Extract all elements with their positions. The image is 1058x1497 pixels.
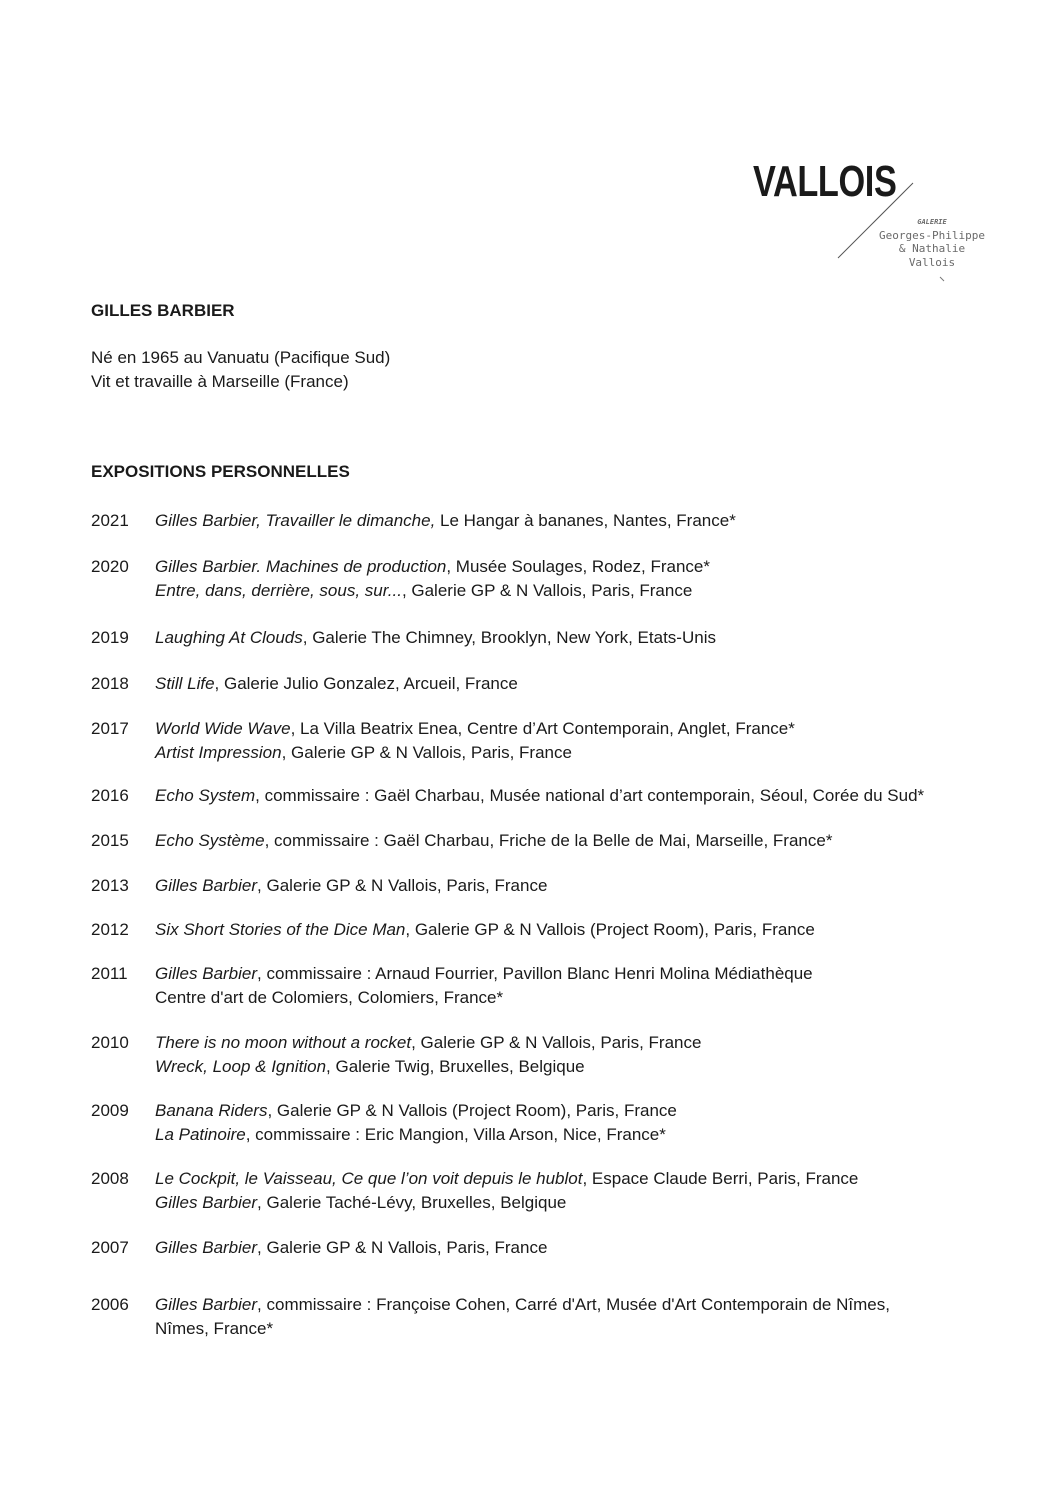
exhibition-line (155, 784, 924, 808)
exhibition-title: World Wide Wave (155, 719, 291, 738)
exhibition-line (155, 1099, 677, 1123)
exhibition-line (155, 1293, 890, 1317)
exhibition-details (155, 672, 518, 696)
exhibition-title: Laughing At Clouds (155, 628, 303, 647)
exhibition-title: Le Cockpit, le Vaisseau, Ce que l’on voit depuis le hublot (155, 1169, 583, 1188)
exhibition-venue: , Galerie The Chimney, Brooklyn, New York, Etats-Unis (302, 628, 716, 647)
exhibition-title: Banana Riders (155, 1101, 268, 1120)
exhibition-details (155, 874, 547, 898)
exhibition-line (155, 1123, 677, 1147)
exhibition-venue: , commissaire : Eric Mangion, Villa Arson, Nice, France* (245, 1125, 666, 1144)
exhibition-year: 2015 (91, 831, 129, 850)
exhibition-title: Entre, dans, derrière, sous, sur... (155, 581, 402, 600)
logo-line-2: & Nathalie (898, 242, 966, 255)
exhibition-title: Still Life (155, 674, 215, 693)
exhibition-venue: , La Villa Beatrix Enea, Centre d’Art Contemporain, Anglet, France* (290, 719, 795, 738)
exhibition-details (155, 962, 813, 1010)
exhibition-details (155, 626, 716, 650)
exhibition-details (155, 829, 832, 853)
exhibition-details (155, 509, 736, 533)
exhibition-venue: , Galerie Twig, Bruxelles, Belgique (326, 1057, 585, 1076)
exhibition-title: Gilles Barbier. Machines de production (155, 557, 447, 576)
exhibition-title: Wreck, Loop & Ignition (155, 1057, 327, 1076)
exhibition-year: 2012 (91, 920, 129, 939)
exhibition-venue: , Galerie GP & N Vallois, Paris, France (257, 876, 548, 895)
exhibition-title: Gilles Barbier (155, 1295, 258, 1314)
exhibition-year: 2009 (91, 1101, 129, 1120)
exhibition-line (155, 626, 716, 650)
exhibition-year: 2017 (91, 719, 129, 738)
exhibition-line (155, 1031, 701, 1055)
exhibition-details (155, 717, 795, 765)
exhibition-venue: , Galerie GP & N Vallois (Project Room), Paris, France (267, 1101, 677, 1120)
logo-line-1: Georges-Philippe (879, 229, 985, 242)
exhibition-line (155, 874, 547, 898)
exhibition-title: La Patinoire (155, 1125, 246, 1144)
exhibition-title: Gilles Barbier (155, 876, 258, 895)
exhibition-title: Gilles Barbier (155, 1193, 258, 1212)
exhibition-venue: , Galerie Taché-Lévy, Bruxelles, Belgique (257, 1193, 567, 1212)
exhibition-line (155, 962, 813, 986)
exhibition-venue: , commissaire : Françoise Cohen, Carré d'Art, Musée d'Art Contemporain de Nîmes, (257, 1295, 890, 1314)
exhibition-venue: , Galerie GP & N Vallois, Paris, France (257, 1238, 548, 1257)
exhibition-title: There is no moon without a rocket (155, 1033, 412, 1052)
exhibition-line (155, 741, 795, 765)
exhibition-title: Artist Impression (155, 743, 282, 762)
exhibition-details (155, 1293, 890, 1341)
exhibition-line (155, 509, 736, 533)
exhibition-year: 2011 (91, 964, 128, 983)
exhibition-line (155, 1167, 858, 1191)
bio-birth: Né en 1965 au Vanuatu (Pacifique Sud) (91, 348, 391, 367)
exhibition-year: 2010 (91, 1033, 129, 1052)
exhibition-venue: , Galerie GP & N Vallois, Paris, France (281, 743, 572, 762)
exhibition-line (155, 829, 832, 853)
exhibition-year: 2020 (91, 557, 129, 576)
exhibition-title: Six Short Stories of the Dice Man (155, 920, 406, 939)
exhibition-venue: , Musée Soulages, Rodez, France* (446, 557, 711, 576)
exhibition-details (155, 1031, 701, 1079)
exhibition-venue: Centre d'art de Colomiers, Colomiers, France* (155, 988, 504, 1007)
exhibition-venue: , Galerie Julio Gonzalez, Arcueil, France (214, 674, 518, 693)
exhibition-year: 2019 (91, 628, 129, 647)
artist-bio (91, 346, 390, 394)
exhibition-line (155, 555, 710, 579)
exhibition-title: Echo Système (155, 831, 265, 850)
exhibition-title: Gilles Barbier (155, 964, 258, 983)
exhibition-year: 2021 (91, 511, 129, 530)
exhibition-details (155, 1236, 547, 1260)
exhibition-details (155, 918, 815, 942)
section-title: EXPOSITIONS PERSONNELLES (91, 462, 350, 481)
exhibition-title: Echo System (155, 786, 256, 805)
exhibition-line (155, 1191, 858, 1215)
exhibition-venue: , Galerie GP & N Vallois, Paris, France (411, 1033, 702, 1052)
exhibition-venue: , commissaire : Arnaud Fourrier, Pavillon Blanc Henri Molina Médiathèque (257, 964, 813, 983)
exhibition-year: 2006 (91, 1295, 129, 1314)
exhibition-title: Gilles Barbier, Travailler le dimanche, (155, 511, 436, 530)
exhibition-venue: , commissaire : Gaël Charbau, Friche de la Belle de Mai, Marseille, France* (264, 831, 833, 850)
exhibition-venue: , Galerie GP & N Vallois, Paris, France (401, 581, 693, 600)
exhibition-line (155, 918, 815, 942)
logo-wordmark: VALLOIS (753, 157, 897, 206)
exhibition-line (155, 579, 710, 603)
exhibition-year: 2007 (91, 1238, 129, 1257)
exhibition-line (155, 986, 813, 1010)
exhibition-venue: , Galerie GP & N Vallois (Project Room), Paris, France (405, 920, 815, 939)
exhibition-line (155, 1317, 890, 1341)
exhibition-line (155, 1055, 701, 1079)
logo-line-3: Vallois (908, 256, 956, 269)
exhibition-venue: Nîmes, France* (155, 1319, 274, 1338)
exhibition-details (155, 1167, 858, 1215)
exhibition-year: 2018 (91, 674, 129, 693)
exhibition-line (155, 717, 795, 741)
exhibition-venue: , Espace Claude Berri, Paris, France (582, 1169, 859, 1188)
exhibition-year: 2013 (91, 876, 129, 895)
artist-name: GILLES BARBIER (91, 301, 235, 320)
bio-residence: Vit et travaille à Marseille (France) (91, 372, 349, 391)
exhibition-year: 2016 (91, 786, 129, 805)
exhibition-details (155, 784, 924, 808)
exhibition-title: Gilles Barbier (155, 1238, 258, 1257)
exhibition-year: 2008 (91, 1169, 129, 1188)
gallery-logo (0, 0, 1058, 300)
exhibition-venue: , commissaire : Gaël Charbau, Musée national d’art contemporain, Séoul, Corée du Sud* (255, 786, 925, 805)
logo-galerie-label: GALERIE (917, 218, 947, 226)
exhibition-line (155, 672, 518, 696)
exhibition-venue: Le Hangar à bananes, Nantes, France* (435, 511, 736, 530)
exhibition-details (155, 555, 710, 603)
exhibition-details (155, 1099, 677, 1147)
exhibition-line (155, 1236, 547, 1260)
